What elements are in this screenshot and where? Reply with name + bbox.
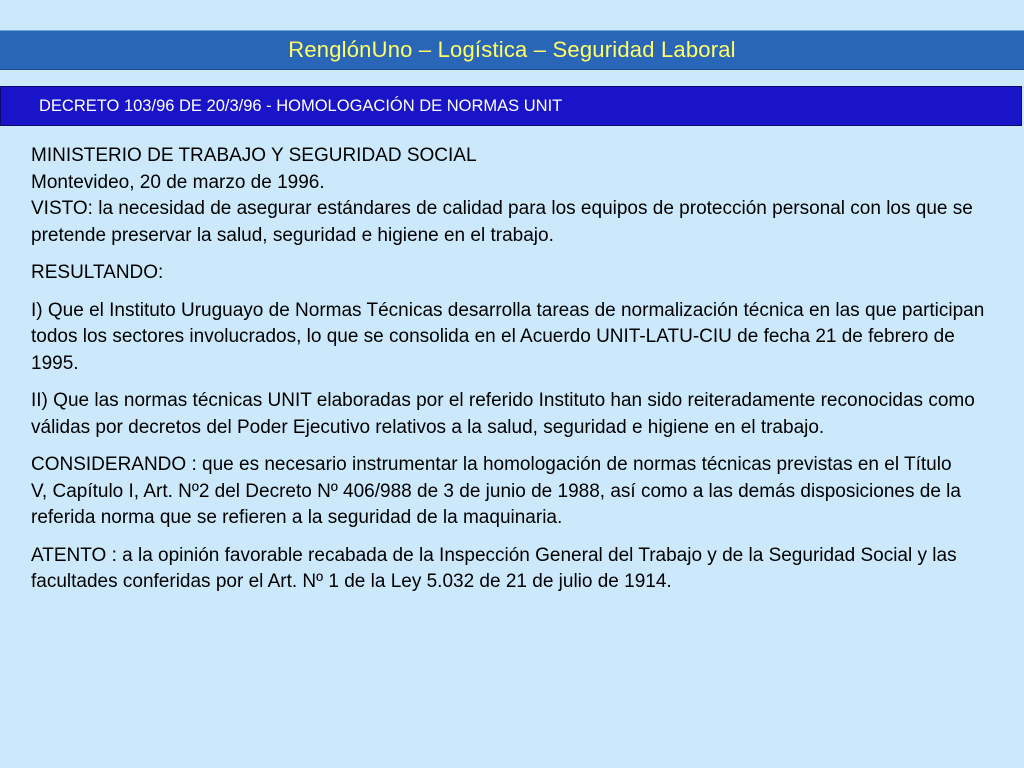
- considerando-paragraph: [31, 452, 1001, 532]
- ministry-line: MINISTERIO DE TRABAJO Y SEGURIDAD SOCIAL: [31, 145, 477, 166]
- decree-title-bar: [0, 86, 1022, 126]
- page-title: RenglónUno – Logística – Seguridad Laboral: [288, 37, 736, 62]
- resultando-paragraph-1: I) Que el Instituto Uruguayo de Normas Técnicas desarrolla tareas de normalización técnica en las que participan todos los sectores involucrados, lo que se consolida en el Acuerdo UNIT-LATU-CIU de fecha 21 de febrero de 1995.: [31, 299, 985, 374]
- intro-block: [31, 143, 1001, 249]
- resultando-heading: RESULTANDO:: [31, 262, 164, 283]
- place-date-line: Montevideo, 20 de marzo de 1996.: [31, 171, 325, 193]
- visto-paragraph: VISTO: la necesidad de asegurar estándares de calidad para los equipos de protección personal con los que se pretende preservar la salud, seguridad e higiene en el trabajo.: [31, 198, 973, 246]
- document-body: [31, 143, 1001, 607]
- atento-paragraph: ATENTO : a la opinión favorable recabada de la Inspección General del Trabajo y de la Seguridad Social y las facultades conferidas por el Art. Nº 1 de la Ley 5.032 de 21 de julio de 1914.: [31, 544, 957, 592]
- considerando-line-1: CONSIDERANDO : que es necesario instrumentar la homologación de normas técnicas previstas en el Título: [31, 454, 952, 475]
- decree-title: DECRETO 103/96 DE 20/3/96 - HOMOLOGACIÓN DE NORMAS UNIT: [39, 97, 563, 115]
- title-bar: [0, 30, 1024, 70]
- considerando-line-2: V, Capítulo I, Art. Nº2 del Decreto Nº 406/988 de 3 de junio de 1988, así como a las demás disposiciones de la referida norma que se refieren a la seguridad de la maquinaria.: [31, 480, 961, 528]
- resultando-paragraph-2: II) Que las normas técnicas UNIT elaboradas por el referido Instituto han sido reiteradamente reconocidas como válidas por decretos del Poder Ejecutivo relativos a la salud, seguridad e higiene en el trabajo.: [31, 390, 975, 438]
